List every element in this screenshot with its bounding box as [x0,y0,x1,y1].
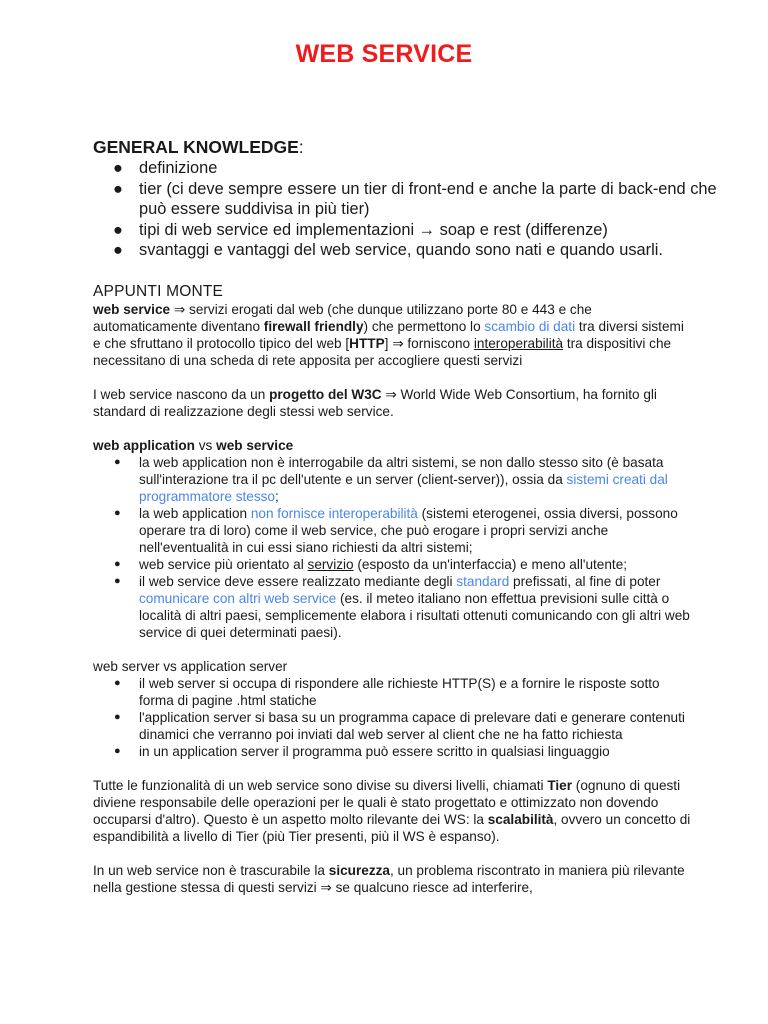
bullet-icon: ● [114,575,121,587]
general-knowledge-section [93,136,733,261]
bullet-icon: ● [114,745,121,757]
general-knowledge-heading: GENERAL KNOWLEDGE: [93,137,304,157]
paragraph-sicurezza: In un web service non è trascurabile la sicurezza, un problema riscontrato in maniera più rilevante nella gestione stessa di questi servizi ⇒ se qualcuno riesce ad interferire, [93,863,685,895]
list-item: ● la web application non è interrogabile da altri sistemi, se non dallo stesso sito (è basata sull'interazione tra il pc dell'utente e un server (client-server)), ossia da sistemi creati dal programmatore stesso; [114,455,668,504]
page-title: WEB SERVICE [295,40,473,68]
list-item: ● il web service deve essere realizzato mediante degli standard prefissati, al fine di poter comunicare con altri web service (es. il meteo italiano non effettua previsioni sulle città o località di altri paesi, semplicemente elabora i risultati ottenuti comunicando con gli altri web service di quei determinati paesi). [114,574,690,640]
bullet-icon: ● [114,677,121,689]
underlined-text: interoperabilità [473,336,564,351]
appunti-section [93,283,693,896]
list-item: ● la web application non fornisce interoperabilità (sistemi eterogenei, ossia diversi, possono operare tra di loro) come il web service, che può erogare i propri servizi anche nell'eventualità in cui essi siano richiesti da altri sistemi; [114,506,678,555]
list-item: ● web service più orientato al servizio (esposto da un'interfaccia) e meno all'utente; [114,557,628,572]
list-item: ● in un application server il programma può essere scritto in qualsiasi linguaggio [114,744,610,759]
list-item: ● tier (ci deve sempre essere un tier di front-end e anche la parte di back-end che può essere suddivisa in più tier) [113,179,717,218]
paragraph-tier: Tutte le funzionalità di un web service sono divise su diversi livelli, chiamati Tier (ognuno di questi diviene responsabile delle operazioni per le quali è stato progettato e ottimizzato non dovendo occuparsi d'altro). Questo è un aspetto molto rilevante dei WS: la scalabilità, ovvero un concetto di espandibilità a livello di Tier (più Tier presenti, più il WS è espanso). [93,778,691,844]
list-item: ● l'application server si basa su un programma capace di prelevare dati e generare contenuti dinamici che verranno poi inviati dal web server al client che ne ha fatto richiesta [114,710,685,742]
bullet-icon: ● [114,711,121,723]
list-item: ● il web server si occupa di rispondere alle richieste HTTP(S) e a fornire le risposte sotto forma di pagine .html statiche [114,676,660,708]
web-server-vs-app-server-list [93,675,693,760]
bullet-icon: ● [113,179,123,198]
bullet-icon: ● [114,558,121,570]
web-server-vs-app-server-heading: web server vs application server [93,659,288,674]
list-item: ● tipi di web service ed implementazioni → soap e rest (differenze) [113,220,608,239]
bullet-icon: ● [113,220,123,239]
paragraph-web-service: web service ⇒ servizi erogati dal web (che dunque utilizzano porte 80 e 443 e che automaticamente diventano firewall friendly) che permettono lo scambio di dati tra diversi sistemi e che sfruttano il protocollo tipico del web [HTTP] ⇒ forniscono interoperabilità tra dispositivi che necessitano di una scheda di rete apposita per accogliere questi servizi [93,302,684,368]
bullet-icon: ● [113,159,123,177]
web-app-vs-web-service-heading: web application vs web service [93,438,294,453]
general-knowledge-list [93,158,733,261]
appunti-heading: APPUNTI MONTE [93,283,224,300]
list-item: ● definizione [113,159,218,177]
bullet-icon: ● [114,507,121,519]
bullet-icon: ● [114,456,121,468]
highlight-text: scambio di dati [484,319,576,334]
bullet-icon: ● [113,241,123,259]
web-app-vs-web-service-list [93,454,693,641]
paragraph-w3c: I web service nascono da un progetto del W3C ⇒ World Wide Web Consortium, ha fornito gli standard di realizzazione degli stessi web service. [93,387,657,419]
list-item: ● svantaggi e vantaggi del web service, quando sono nati e quando usarli. [113,241,663,259]
